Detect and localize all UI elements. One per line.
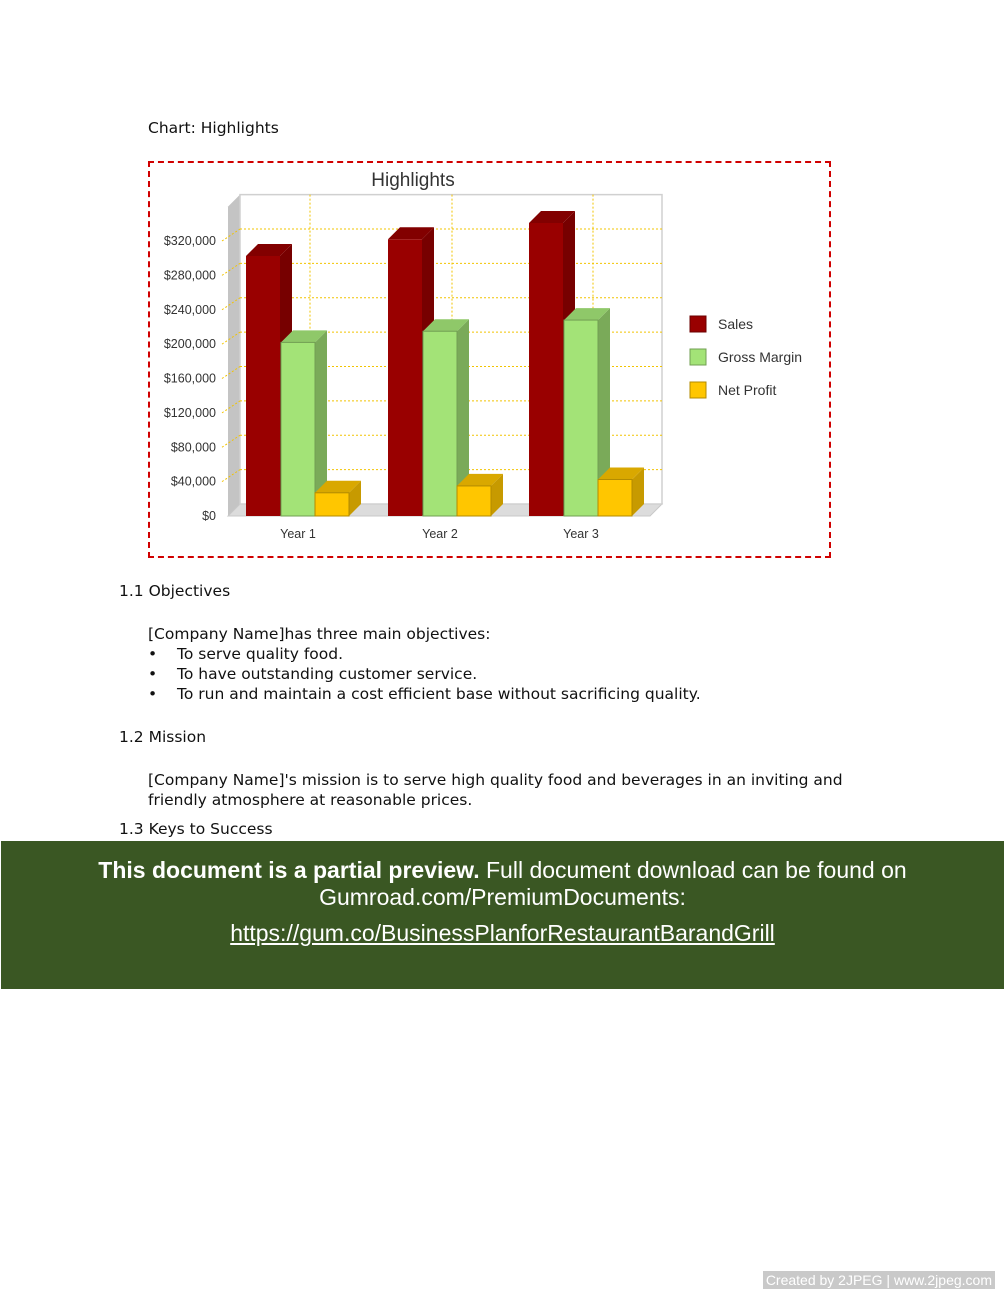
y-tick-label: $240,000 xyxy=(163,302,216,317)
list-item: • To serve quality food. xyxy=(148,645,701,665)
banner-bold-text: This document is a partial preview. xyxy=(98,857,480,883)
banner-text xyxy=(1,857,1004,911)
list-item: • To have outstanding customer service. xyxy=(148,665,701,685)
y-tick-label: $80,000 xyxy=(170,440,216,455)
download-link[interactable]: https://gum.co/BusinessPlanforRestaurantBarandGrill xyxy=(230,920,775,946)
preview-banner xyxy=(1,841,1004,989)
x-tick-label: Year 2 xyxy=(422,527,458,541)
chart-svg xyxy=(150,163,829,556)
y-tick-label: $200,000 xyxy=(163,337,216,352)
bar-front xyxy=(315,493,349,516)
list-item: • To run and maintain a cost efficient base without sacrificing quality. xyxy=(148,685,701,705)
bar-front xyxy=(457,486,491,516)
y-tick-label: $40,000 xyxy=(170,474,216,489)
legend-swatch xyxy=(690,316,706,332)
objectives-heading: 1.1 Objectives xyxy=(119,582,231,600)
bar-net-profit xyxy=(457,474,503,516)
banner-rest-text: Full document download can be found on xyxy=(479,857,907,883)
bar-front xyxy=(388,239,422,516)
x-tick-label: Year 3 xyxy=(563,527,599,541)
legend-swatch xyxy=(690,382,706,398)
banner-line2: Gumroad.com/PremiumDocuments: xyxy=(319,884,686,910)
chart-caption: Chart: Highlights xyxy=(148,119,279,137)
bar-front xyxy=(529,223,563,516)
objectives-list xyxy=(148,645,701,705)
credit-watermark: Created by 2JPEG | www.2jpeg.com xyxy=(763,1271,995,1289)
y-tick-label: $280,000 xyxy=(163,268,216,283)
bar-front xyxy=(564,320,598,516)
highlights-chart xyxy=(148,161,831,558)
y-tick-label: $320,000 xyxy=(163,234,216,248)
chart-side-wall xyxy=(228,195,240,516)
x-tick-label: Year 1 xyxy=(280,527,316,541)
bar-net-profit xyxy=(598,467,644,516)
chart-title: Highlights xyxy=(371,170,455,191)
y-tick-label: $120,000 xyxy=(163,405,216,420)
legend-label: Net Profit xyxy=(718,382,777,398)
mission-heading: 1.2 Mission xyxy=(119,728,207,746)
bar-front xyxy=(246,256,280,516)
legend-swatch xyxy=(690,349,706,365)
bar-front xyxy=(423,331,457,516)
y-tick-label: $0 xyxy=(202,509,216,523)
legend-label: Sales xyxy=(718,316,754,332)
bar-front xyxy=(281,342,315,516)
objectives-intro: [Company Name]has three main objectives: xyxy=(148,625,491,643)
y-tick-label: $160,000 xyxy=(163,371,216,386)
bar-front xyxy=(598,479,632,516)
mission-text-line1: [Company Name]'s mission is to serve high quality food and beverages in an inviting and xyxy=(148,771,843,789)
mission-text-line2: friendly atmosphere at reasonable prices. xyxy=(148,791,473,809)
legend-label: Gross Margin xyxy=(718,349,803,365)
bar-net-profit xyxy=(315,481,361,516)
keys-heading: 1.3 Keys to Success xyxy=(119,820,273,838)
